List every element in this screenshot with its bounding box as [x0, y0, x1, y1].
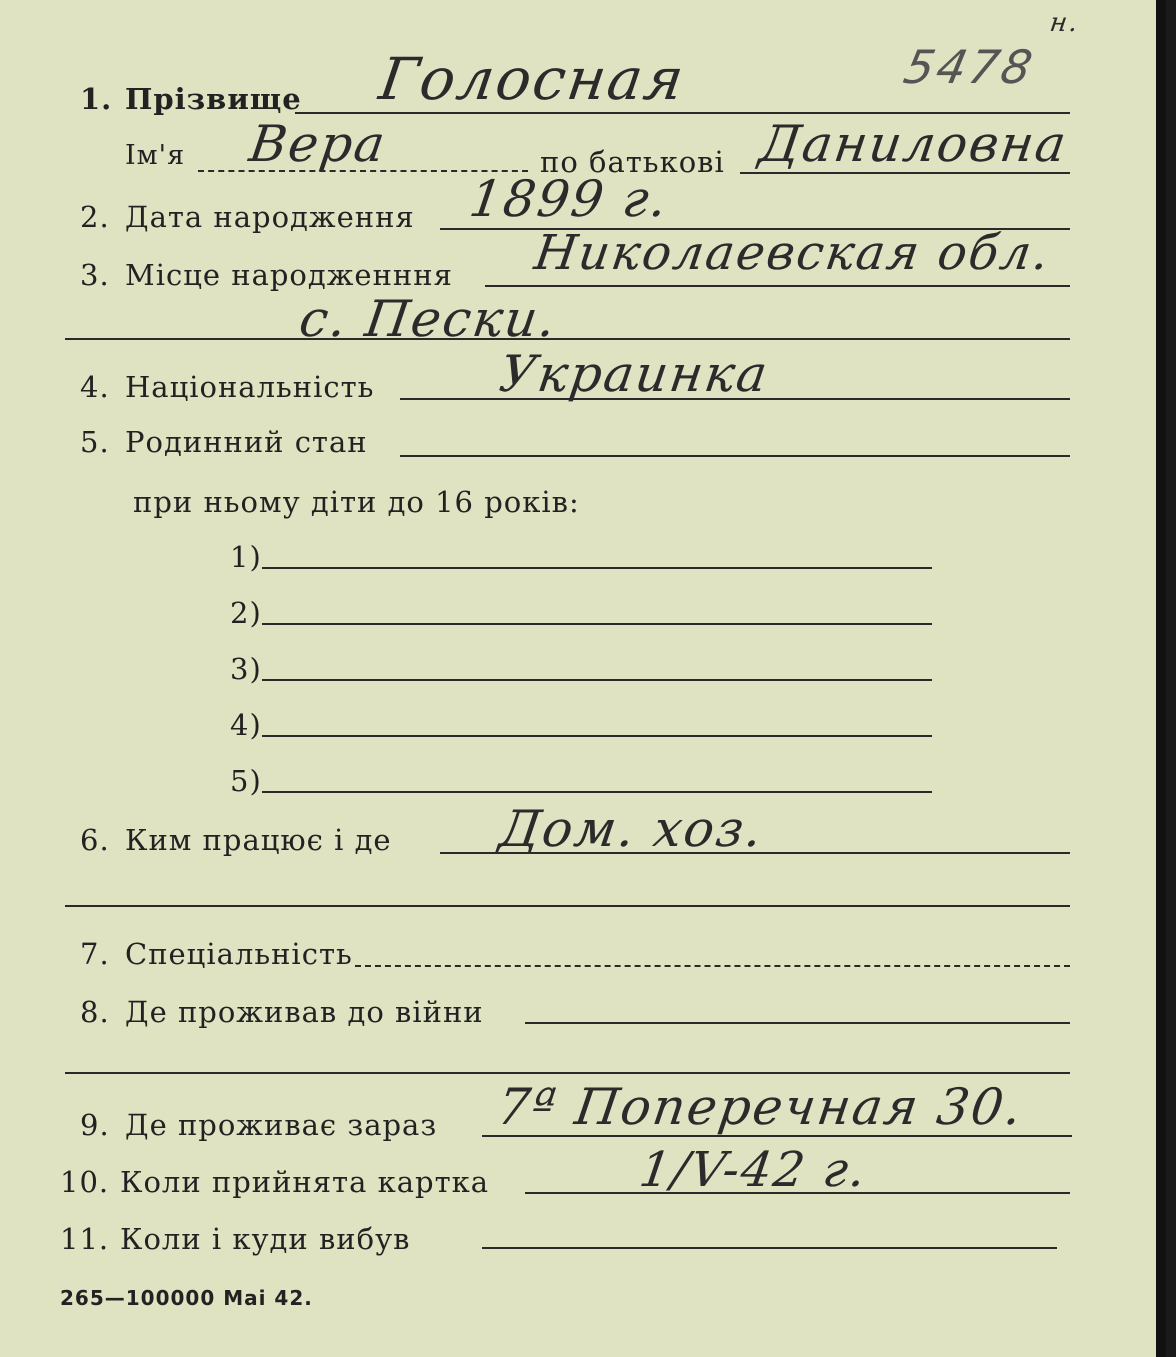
- child-3-line: [262, 679, 932, 681]
- child-2-number: 2): [230, 596, 262, 630]
- card-accepted-value: 1/V-42 г.: [636, 1142, 871, 1198]
- birth-date-label: Дата народження: [125, 200, 415, 234]
- surname-label: Прізвище: [125, 82, 302, 116]
- departure-number: 11.: [60, 1222, 110, 1256]
- patronymic-value: Даниловна: [755, 115, 1072, 173]
- child-4-number: 4): [230, 708, 262, 742]
- corner-mark: н.: [1047, 8, 1082, 38]
- child-1-number: 1): [230, 540, 262, 574]
- child-2-line: [262, 623, 932, 625]
- departure-line: [482, 1247, 1057, 1249]
- child-1-line: [262, 567, 932, 569]
- nationality-value: Украинка: [495, 345, 773, 403]
- nationality-label: Національність: [125, 370, 375, 404]
- child-4-line: [262, 735, 932, 737]
- prewar-residence-number: 8.: [80, 995, 110, 1029]
- occupation-line-2: [65, 905, 1070, 907]
- birth-date-value: 1899 г.: [465, 170, 673, 228]
- occupation-number: 6.: [80, 823, 110, 857]
- child-3-number: 3): [230, 652, 262, 686]
- archive-number: 5478: [899, 40, 1040, 94]
- prewar-residence-line-2: [65, 1072, 1070, 1074]
- birth-place-number: 3.: [80, 258, 110, 292]
- given-name-label: Ім'я: [125, 140, 186, 171]
- birth-place-label: Місце народженння: [125, 258, 453, 292]
- birth-place-value-1: Николаевская обл.: [531, 225, 1055, 281]
- child-5-number: 5): [230, 764, 262, 798]
- given-name-value: Вера: [245, 115, 391, 173]
- birth-place-value-2: с. Пески.: [295, 290, 562, 348]
- specialty-label: Спеціальність: [125, 937, 353, 971]
- nationality-number: 4.: [80, 370, 110, 404]
- card-accepted-label: Коли прийнята картка: [120, 1165, 490, 1199]
- specialty-line: [355, 965, 1070, 967]
- birth-place-line-2: [65, 338, 1070, 340]
- surname-number: 1.: [80, 82, 113, 116]
- children-heading: при ньому діти до 16 років:: [133, 485, 580, 519]
- surname-value: Голосная: [375, 45, 690, 113]
- card-accepted-number: 10.: [60, 1165, 110, 1199]
- current-residence-number: 9.: [80, 1108, 110, 1142]
- marital-status-number: 5.: [80, 425, 110, 459]
- prewar-residence-line: [525, 1022, 1070, 1024]
- occupation-value: Дом. хоз.: [495, 800, 768, 858]
- current-residence-value: 7ª Поперечная 30.: [493, 1078, 1027, 1136]
- patronymic-label: по батькові: [540, 145, 725, 179]
- departure-label: Коли і куди вибув: [120, 1222, 411, 1256]
- occupation-label: Ким працює і де: [125, 823, 392, 857]
- birth-date-number: 2.: [80, 200, 110, 234]
- specialty-number: 7.: [80, 937, 110, 971]
- current-residence-label: Де проживає зараз: [125, 1108, 438, 1142]
- child-5-line: [262, 791, 932, 793]
- marital-status-label: Родинний стан: [125, 425, 368, 459]
- print-code: 265—100000 Mai 42.: [60, 1286, 313, 1310]
- card-edge-shadow: [1156, 0, 1166, 1357]
- prewar-residence-label: Де проживав до війни: [125, 995, 484, 1029]
- birth-place-line-1: [485, 285, 1070, 287]
- marital-status-line: [400, 455, 1070, 457]
